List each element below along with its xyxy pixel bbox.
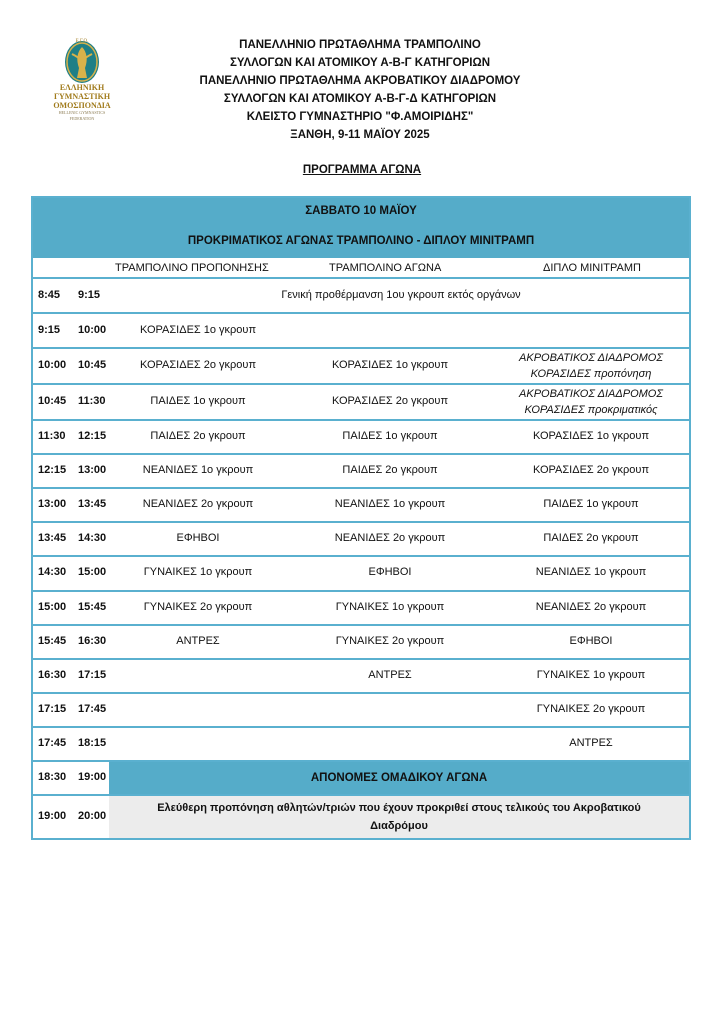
free-practice-line-2: Διαδρόμου xyxy=(370,820,428,832)
day-heading: ΣΑΒΒΑΤΟ 10 ΜΑΪΟΥ xyxy=(33,198,689,226)
cell-minitramp-line-2: ΚΟΡΑΣΙΔΕΣ προπόνηση xyxy=(530,368,652,380)
cell-competition: ΓΥΝΑΙΚΕΣ 2ο γκρουπ xyxy=(335,635,445,647)
cell-competition: ΠΑΙΔΕΣ 2ο γκρουπ xyxy=(342,464,438,476)
time-end: 18:15 xyxy=(78,737,107,749)
cell-minitramp: ΚΟΡΑΣΙΔΕΣ 2ο γκρουπ xyxy=(532,464,650,476)
cell-training: ΕΦΗΒΟΙ xyxy=(176,532,220,544)
table-row xyxy=(33,660,689,694)
cell-training: ΝΕΑΝΙΔΕΣ 2ο γκρουπ xyxy=(142,498,254,510)
table-row xyxy=(33,455,689,489)
header-line: ΚΛΕΙΣΤΟ ΓΥΜΝΑΣΤΗΡΙΟ "Φ.ΑΜΟΙΡΙΔΗΣ" xyxy=(246,111,474,123)
time-start: 17:45 xyxy=(38,737,67,749)
schedule-table xyxy=(31,196,691,840)
time-end: 20:00 xyxy=(78,810,107,822)
table-row xyxy=(33,314,689,349)
time-start: 15:00 xyxy=(38,601,67,613)
cell-minitramp: ΚΟΡΑΣΙΔΕΣ 1ο γκρουπ xyxy=(532,430,650,442)
table-row xyxy=(33,279,689,314)
cell-training: ΚΟΡΑΣΙΔΕΣ 1ο γκρουπ xyxy=(139,324,257,336)
logo-line-4: HELLENIC GYMNASTICS FEDERATION xyxy=(58,110,106,121)
cell-competition: ΚΟΡΑΣΙΔΕΣ 1ο γκρουπ xyxy=(331,359,449,371)
table-row xyxy=(33,626,689,660)
program-title: ΠΡΟΓΡΑΜΜΑ ΑΓΩΝΑ xyxy=(302,164,422,176)
document-header xyxy=(150,36,570,144)
cell-minitramp: ΠΑΙΔΕΣ 2ο γκρουπ xyxy=(543,532,639,544)
warmup-cell: Γενική προθέρμανση 1ου γκρουπ εκτός οργάνων xyxy=(281,289,521,301)
federation-logo xyxy=(46,38,118,121)
table-row xyxy=(33,489,689,523)
logo-wordmark xyxy=(46,83,118,122)
time-start: 13:00 xyxy=(38,498,67,510)
logo-abbreviation: Ε.Γ.Ο. xyxy=(75,39,89,44)
time-end: 12:15 xyxy=(78,430,107,442)
free-practice-cell xyxy=(109,796,689,838)
cell-competition: ΚΟΡΑΣΙΔΕΣ 2ο γκρουπ xyxy=(331,395,449,407)
time-end: 10:00 xyxy=(78,324,107,336)
time-end: 17:45 xyxy=(78,703,107,715)
time-start: 15:45 xyxy=(38,635,67,647)
time-end: 13:00 xyxy=(78,464,107,476)
logo-line-1: ΕΛΛΗΝΙΚΗ xyxy=(59,83,105,92)
time-start: 9:15 xyxy=(38,324,61,336)
phase-heading: ΠΡΟΚΡΙΜΑΤΙΚΟΣ ΑΓΩΝΑΣ ΤΡΑΜΠΟΛΙΝΟ - ΔΙΠΛΟΥ ΜΙΝΙΤΡΑΜΠ xyxy=(33,226,689,258)
cell-minitramp: ΓΥΝΑΙΚΕΣ 2ο γκρουπ xyxy=(536,703,646,715)
cell-minitramp-line-1: ΑΚΡΟΒΑΤΙΚΟΣ ΔΙΑΔΡΟΜΟΣ xyxy=(519,352,663,364)
time-start: 12:15 xyxy=(38,464,67,476)
table-row xyxy=(33,523,689,557)
time-end: 11:30 xyxy=(78,395,106,407)
header-line: ΞΑΝΘΗ, 9-11 ΜΑΪΟΥ 2025 xyxy=(290,129,430,141)
header-line: ΠΑΝΕΛΛΗΝΙΟ ΠΡΩΤΑΘΛΗΜΑ ΑΚΡΟΒΑΤΙΚΟΥ ΔΙΑΔΡΟΜΟΥ xyxy=(199,75,521,87)
table-row-free-practice xyxy=(33,796,689,838)
cell-competition: ΠΑΙΔΕΣ 1ο γκρουπ xyxy=(342,430,438,442)
time-start: 18:30 xyxy=(38,771,67,783)
cell-competition: ΝΕΑΝΙΔΕΣ 1ο γκρουπ xyxy=(334,498,446,510)
logo-line-3: ΟΜΟΣΠΟΝΔΙΑ xyxy=(53,101,111,110)
time-end: 14:30 xyxy=(78,532,107,544)
table-row-awards xyxy=(33,762,689,796)
time-end: 16:30 xyxy=(78,635,107,647)
cell-competition: ΑΝΤΡΕΣ xyxy=(368,669,412,681)
time-start: 17:15 xyxy=(38,703,67,715)
logo-line-2: ΓΥΜΝΑΣΤΙΚΗ xyxy=(53,92,111,101)
cell-training: ΓΥΝΑΙΚΕΣ 1ο γκρουπ xyxy=(143,566,253,578)
time-end: 15:45 xyxy=(78,601,107,613)
time-start: 16:30 xyxy=(38,669,67,681)
cell-minitramp: ΠΑΙΔΕΣ 1ο γκρουπ xyxy=(543,498,639,510)
header-line: ΣΥΛΛΟΓΩΝ ΚΑΙ ΑΤΟΜΙΚΟΥ Α-Β-Γ ΚΑΤΗΓΟΡΙΩΝ xyxy=(229,57,491,69)
time-end: 15:00 xyxy=(78,566,107,578)
cell-minitramp-line-1: ΑΚΡΟΒΑΤΙΚΟΣ ΔΙΑΔΡΟΜΟΣ xyxy=(519,388,663,400)
cell-competition: ΝΕΑΝΙΔΕΣ 2ο γκρουπ xyxy=(334,532,446,544)
table-row xyxy=(33,728,689,762)
time-end: 13:45 xyxy=(78,498,107,510)
column-header-training-trampoline: ΤΡΑΜΠΟΛΙΝΟ ΠΡΟΠΟΝΗΣΗΣ xyxy=(115,262,269,274)
cell-minitramp: ΕΦΗΒΟΙ xyxy=(569,635,613,647)
awards-band: ΑΠΟΝΟΜΕΣ ΟΜΑΔΙΚΟΥ ΑΓΩΝΑ xyxy=(109,762,689,794)
cell-competition: ΓΥΝΑΙΚΕΣ 1ο γκρουπ xyxy=(335,601,445,613)
column-header-double-minitramp: ΔΙΠΛΟ ΜΙΝΙΤΡΑΜΠ xyxy=(543,262,641,274)
table-row xyxy=(33,557,689,592)
column-header-competition-trampoline: ΤΡΑΜΠΟΛΙΝΟ ΑΓΩΝΑ xyxy=(329,262,442,274)
table-row xyxy=(33,694,689,728)
logo-emblem-icon xyxy=(46,38,118,88)
cell-minitramp: ΓΥΝΑΙΚΕΣ 1ο γκρουπ xyxy=(536,669,646,681)
cell-training: ΑΝΤΡΕΣ xyxy=(176,635,220,647)
table-row xyxy=(33,592,689,626)
cell-training: ΓΥΝΑΙΚΕΣ 2ο γκρουπ xyxy=(143,601,253,613)
cell-training: ΠΑΙΔΕΣ 1ο γκρουπ xyxy=(150,395,246,407)
time-end: 9:15 xyxy=(78,289,101,301)
cell-minitramp: ΑΝΤΡΕΣ xyxy=(569,737,613,749)
free-practice-line-1: Ελεύθερη προπόνηση αθλητών/τριών που έχουν προκριθεί στους τελικούς του Ακροβατικού xyxy=(157,802,641,814)
cell-minitramp: ΝΕΑΝΙΔΕΣ 1ο γκρουπ xyxy=(535,566,647,578)
header-line: ΣΥΛΛΟΓΩΝ ΚΑΙ ΑΤΟΜΙΚΟΥ Α-Β-Γ-Δ ΚΑΤΗΓΟΡΙΩΝ xyxy=(223,93,497,105)
time-end: 17:15 xyxy=(78,669,107,681)
time-start: 8:45 xyxy=(38,289,61,301)
cell-training: ΚΟΡΑΣΙΔΕΣ 2ο γκρουπ xyxy=(139,359,257,371)
table-row xyxy=(33,385,689,421)
time-start: 10:45 xyxy=(38,395,67,407)
cell-training: ΝΕΑΝΙΔΕΣ 1ο γκρουπ xyxy=(142,464,254,476)
time-start: 19:00 xyxy=(38,810,67,822)
time-end: 19:00 xyxy=(78,771,107,783)
header-line: ΠΑΝΕΛΛΗΝΙΟ ΠΡΩΤΑΘΛΗΜΑ ΤΡΑΜΠΟΛΙΝΟ xyxy=(239,39,481,51)
time-start: 14:30 xyxy=(38,566,67,578)
table-row xyxy=(33,349,689,385)
time-end: 10:45 xyxy=(78,359,107,371)
time-start: 10:00 xyxy=(38,359,67,371)
column-header-row xyxy=(33,261,689,279)
time-start: 13:45 xyxy=(38,532,67,544)
cell-training: ΠΑΙΔΕΣ 2ο γκρουπ xyxy=(150,430,246,442)
time-start: 11:30 xyxy=(38,430,66,442)
cell-competition: ΕΦΗΒΟΙ xyxy=(368,566,412,578)
cell-minitramp-line-2: ΚΟΡΑΣΙΔΕΣ προκριματικός xyxy=(524,404,658,416)
table-row xyxy=(33,421,689,455)
cell-minitramp: ΝΕΑΝΙΔΕΣ 2ο γκρουπ xyxy=(535,601,647,613)
